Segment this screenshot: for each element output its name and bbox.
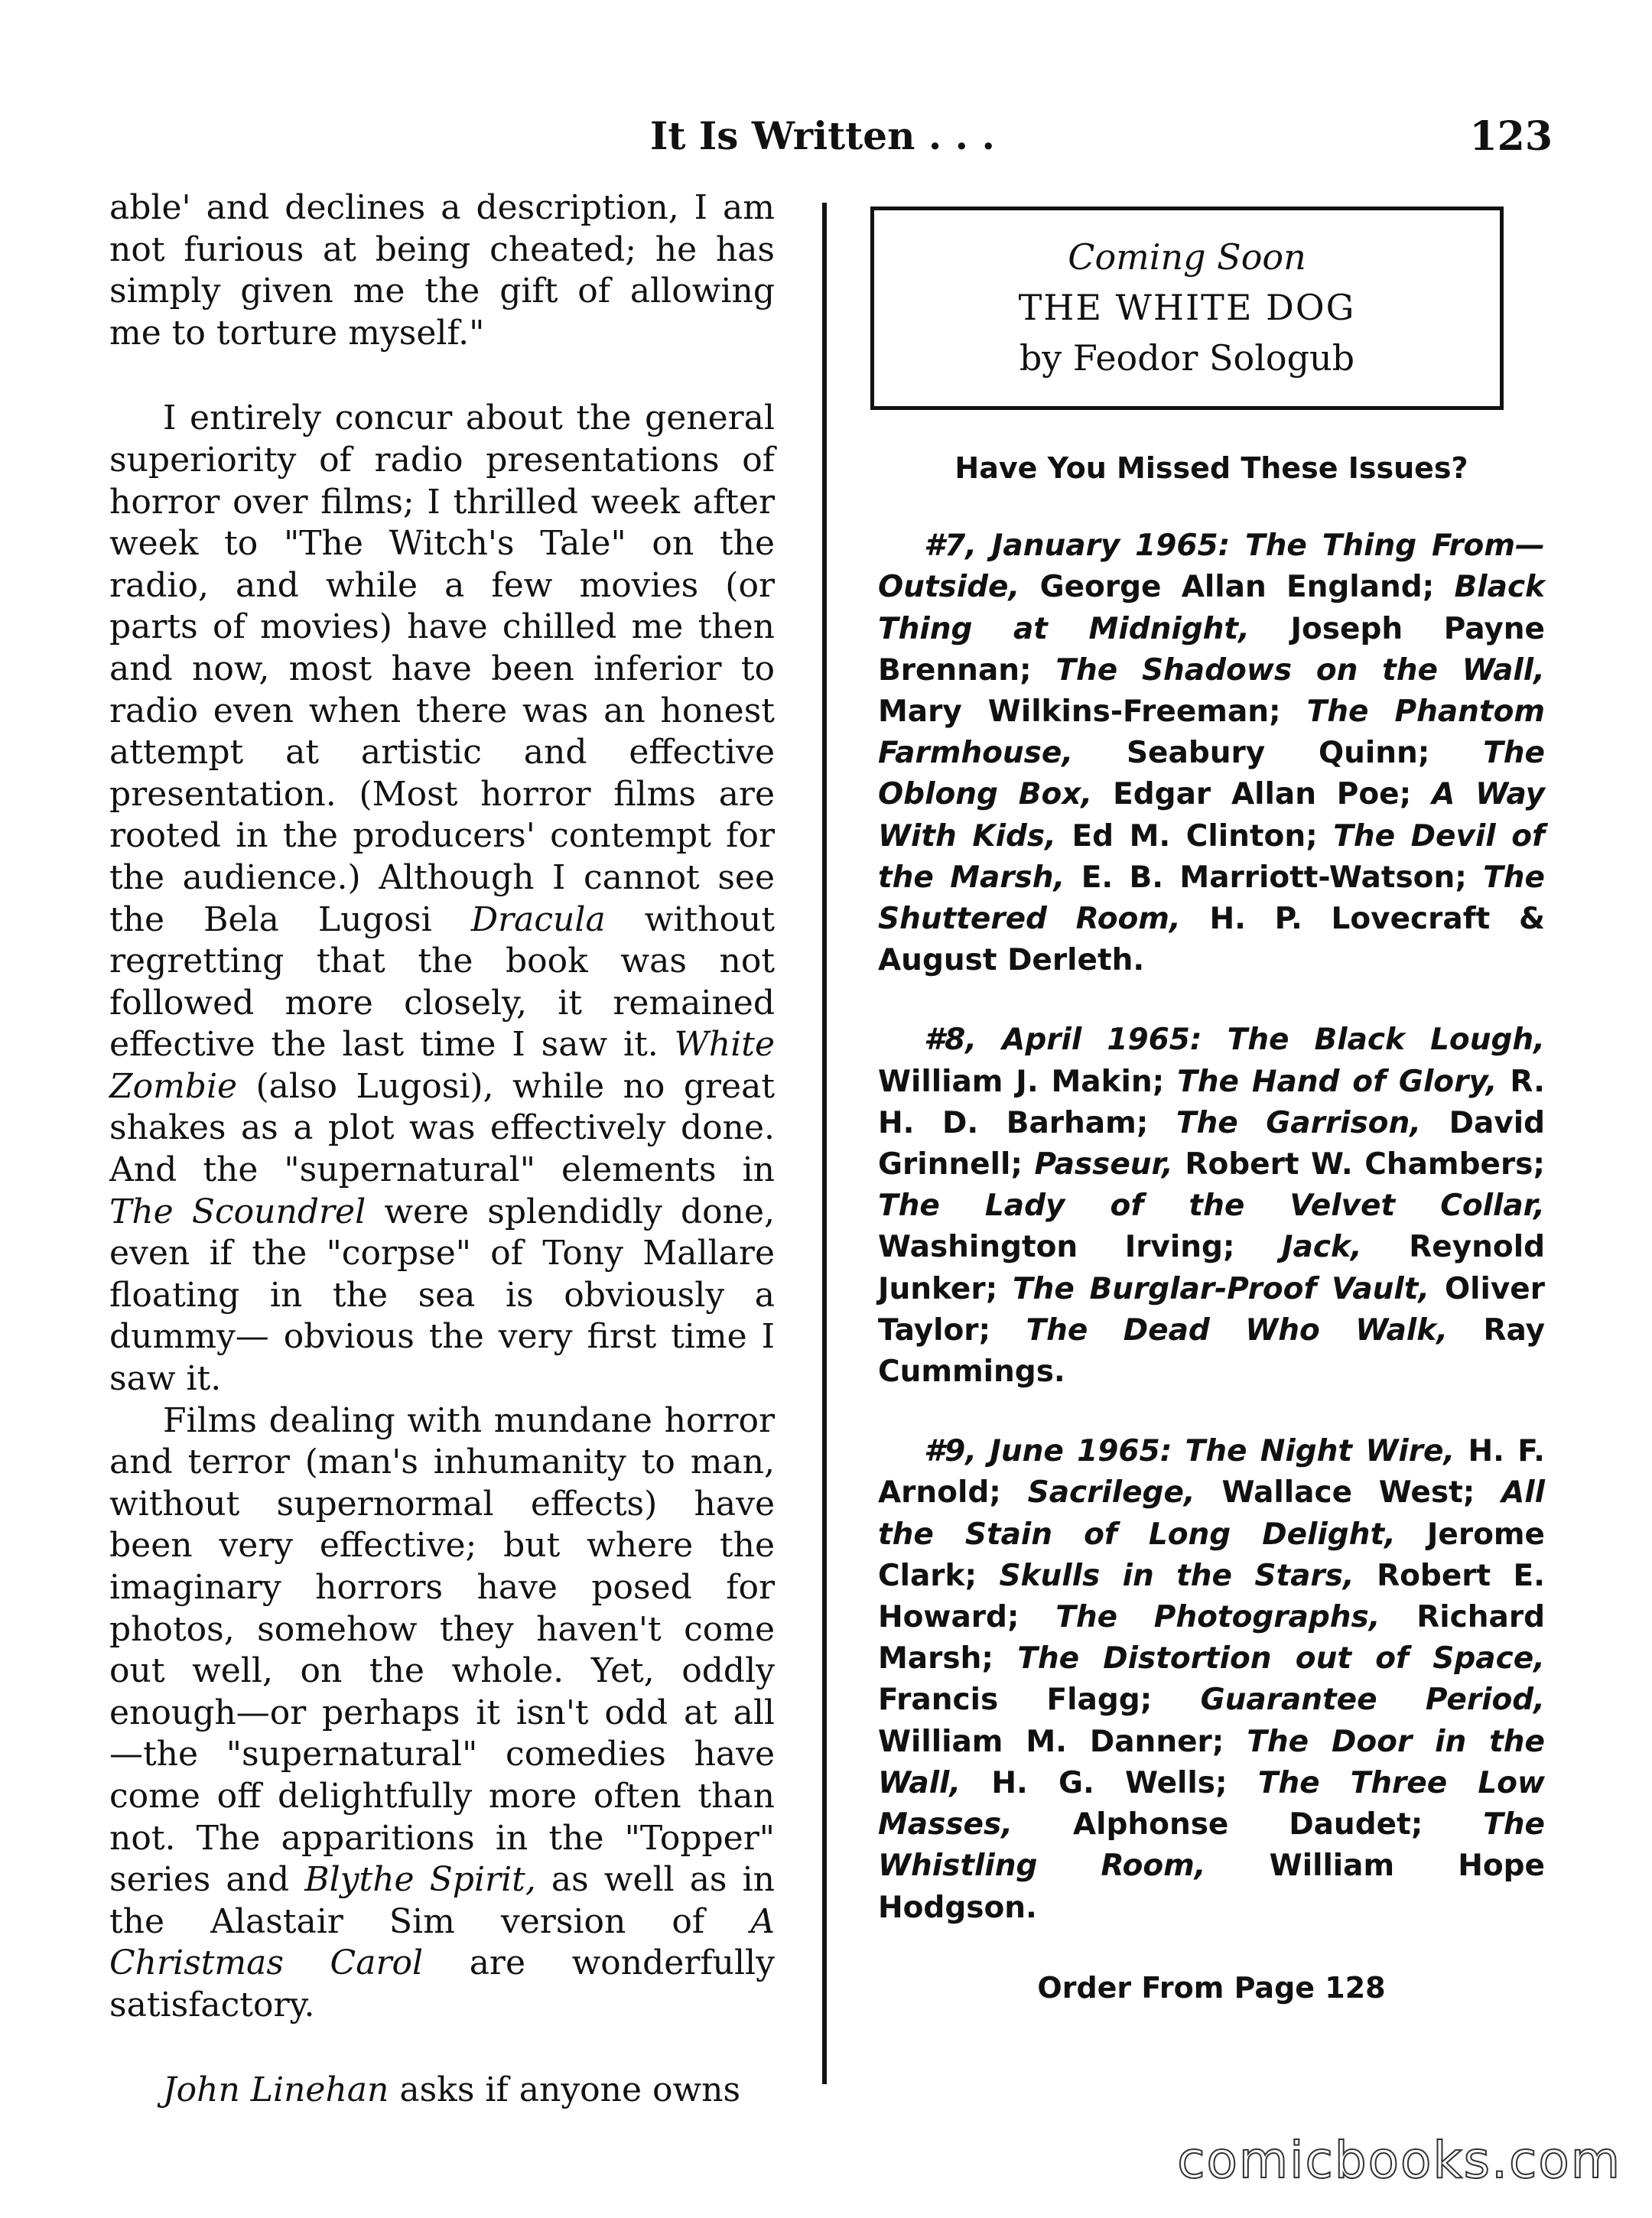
coming-soon-label: Coming Soon (1068, 236, 1306, 278)
text-run: were splendidly done, even if the "corpse" of Tony Mallare floating in the sea is obviously a dummy— obvious the very first time I saw it. (109, 1192, 775, 1399)
right-column (878, 447, 1545, 2008)
story-title: The Garrison, (1176, 1105, 1422, 1140)
story-title: Jack, (1282, 1230, 1362, 1265)
author: Washington Irving; (878, 1230, 1283, 1265)
text-run: (also Lugosi), while no great shakes as a plot was effectively done. And the "supernatural" elements in (109, 1066, 775, 1190)
author: Edgar Allan Poe; (1092, 777, 1432, 812)
paragraph-radio-horror (109, 398, 775, 1400)
back-issues-heading: Have You Missed These Issues? (954, 451, 1468, 485)
coming-soon-box (870, 207, 1504, 410)
film-title: Dracula (470, 899, 606, 939)
issue-title: #9, June 1965: The Night Wire, (924, 1434, 1455, 1469)
page-header (650, 113, 1553, 167)
page-number: 123 (1469, 113, 1553, 160)
story-title: The Hand of Glory, (1177, 1064, 1498, 1099)
author: Alphonse Daudet; (1013, 1807, 1484, 1842)
column-divider (822, 203, 827, 2084)
author: Seabury Quinn; (1073, 736, 1484, 771)
author: Mary Wilkins-Freeman; (878, 694, 1307, 730)
watermark-logo: comicbooks.com (1177, 2131, 1621, 2190)
author: Richard Marsh; (878, 1600, 1546, 1677)
order-note: Order From Page 128 (1037, 1970, 1386, 2005)
story-title: The Distortion out of Space, (1017, 1641, 1545, 1677)
author: Ed M. Clinton; (1055, 818, 1334, 854)
text-run: without regretting that the book was not followed more closely, it remained effective the last time I saw it. (109, 899, 776, 1065)
issue-title: #8, April 1965: The Black Lough, (924, 1023, 1545, 1058)
issue-9-listing (878, 1431, 1545, 1928)
text-run: as well as in the Alastair Sim version of (109, 1860, 776, 1941)
story-title: Sacrilege, (1027, 1475, 1195, 1511)
film-title: The Scoundrel (109, 1192, 366, 1231)
author: Robert W. Chambers; (1172, 1147, 1545, 1182)
paragraph-continued: able' and declines a description, I am not furious at being cheated; he has simply given me the gift of allowing me to torture myself." (109, 188, 775, 353)
author: H. F. Arnold; (878, 1434, 1545, 1511)
paragraph-linehan (109, 2070, 775, 2112)
text-run: asks if anyone owns (389, 2070, 741, 2109)
story-author: by Feodor Sologub (1019, 337, 1355, 379)
story-title: Passeur, (1034, 1147, 1173, 1182)
issue-8-listing (878, 1020, 1545, 1393)
story-title: The Lady of the Velvet Collar, (878, 1189, 1545, 1224)
author: David Grinnell; (878, 1105, 1545, 1182)
author: Reynold Junker; (878, 1230, 1545, 1306)
author: William J. Makin; (878, 1064, 1178, 1099)
story-title: Guarantee Period, (1200, 1683, 1545, 1718)
story-title: The Shuttered Room, (878, 860, 1545, 937)
author: George Allan England; (1019, 570, 1455, 605)
text-run: Films dealing with mundane horror and terror (man's inhumanity to man, without supernormal effects) have been very effective; but where the imaginary horrors have posed for photos, somehow they haven't come out well, on the whole. Yet, oddly enough—or perhaps it isn't odd at all—the "supernatural" comedies have come off delightfully more often than not. The apparitions in the "Topper" series and (109, 1400, 775, 1900)
film-title: A Christmas Carol (109, 1901, 775, 1983)
film-title: White Zombie (109, 1025, 775, 1106)
story-title: The Burglar-Proof Vault, (1012, 1271, 1430, 1306)
author: William M. Danner; (878, 1724, 1247, 1759)
author: William Hope Hodgson. (878, 1849, 1545, 1925)
story-title: The Dead Who Walk, (1026, 1312, 1449, 1348)
author: E. B. Marriott-Watson; (1065, 860, 1484, 895)
person-name: John Linehan (163, 2070, 389, 2109)
paragraph-films (109, 1400, 775, 2027)
story-title: The Three Low Masses, (878, 1765, 1545, 1842)
issue-7-listing (878, 525, 1545, 981)
story-title: Skulls in the Stars, (999, 1558, 1354, 1593)
author: R. H. D. Barham; (878, 1064, 1545, 1140)
story-title: The Whistling Room, (878, 1807, 1545, 1884)
story-title: The Oblong Box, (878, 736, 1545, 812)
left-column (109, 187, 775, 2111)
story-title: The Phantom Farmhouse, (878, 694, 1545, 771)
text-run: are wonderfully satisfactory. (109, 1943, 775, 2024)
issue-title: #7, January 1965: The Thing From—Outside, (878, 528, 1545, 605)
story-title: The Devil of the Marsh, (878, 818, 1545, 895)
author: Francis Flagg; (878, 1683, 1201, 1718)
author: H. G. Wells; (961, 1765, 1258, 1800)
story-title: All the Stain of Long Delight, (878, 1475, 1545, 1552)
film-title: Blythe Spirit, (304, 1860, 536, 1900)
author: Wallace West; (1195, 1475, 1502, 1511)
author: Jerome Clark; (878, 1517, 1546, 1593)
author: Joseph Payne Brennan; (878, 611, 1545, 688)
author: H. P. Lovecraft & August Derleth. (878, 902, 1545, 978)
story-title: The Door in the Wall, (878, 1724, 1545, 1800)
story-title: The Shadows on the Wall, (1055, 652, 1545, 688)
author: Ray Cummings. (878, 1312, 1546, 1390)
text-run: I entirely concur about the general superiority of radio presentations of horror over films; I thrilled week after week to "The Witch's Tale" on the radio, and while a few movies (or parts of movies) have chilled me then and now, most have been inferior to radio even when there was an honest attempt at artistic and effective presentation. (Most horror films are rooted in the producers' contempt for the audience.) Although I cannot see the Bela Lugosi (109, 398, 775, 939)
author: Oliver Taylor; (878, 1271, 1545, 1348)
story-title: A Way With Kids, (878, 777, 1546, 854)
story-title: THE WHITE DOG (1018, 287, 1356, 328)
author: Robert E. Howard; (878, 1558, 1545, 1635)
running-title: It Is Written . . . (650, 113, 995, 158)
story-title: The Photographs, (1055, 1600, 1380, 1635)
story-title: Black Thing at Midnight, (878, 570, 1545, 646)
